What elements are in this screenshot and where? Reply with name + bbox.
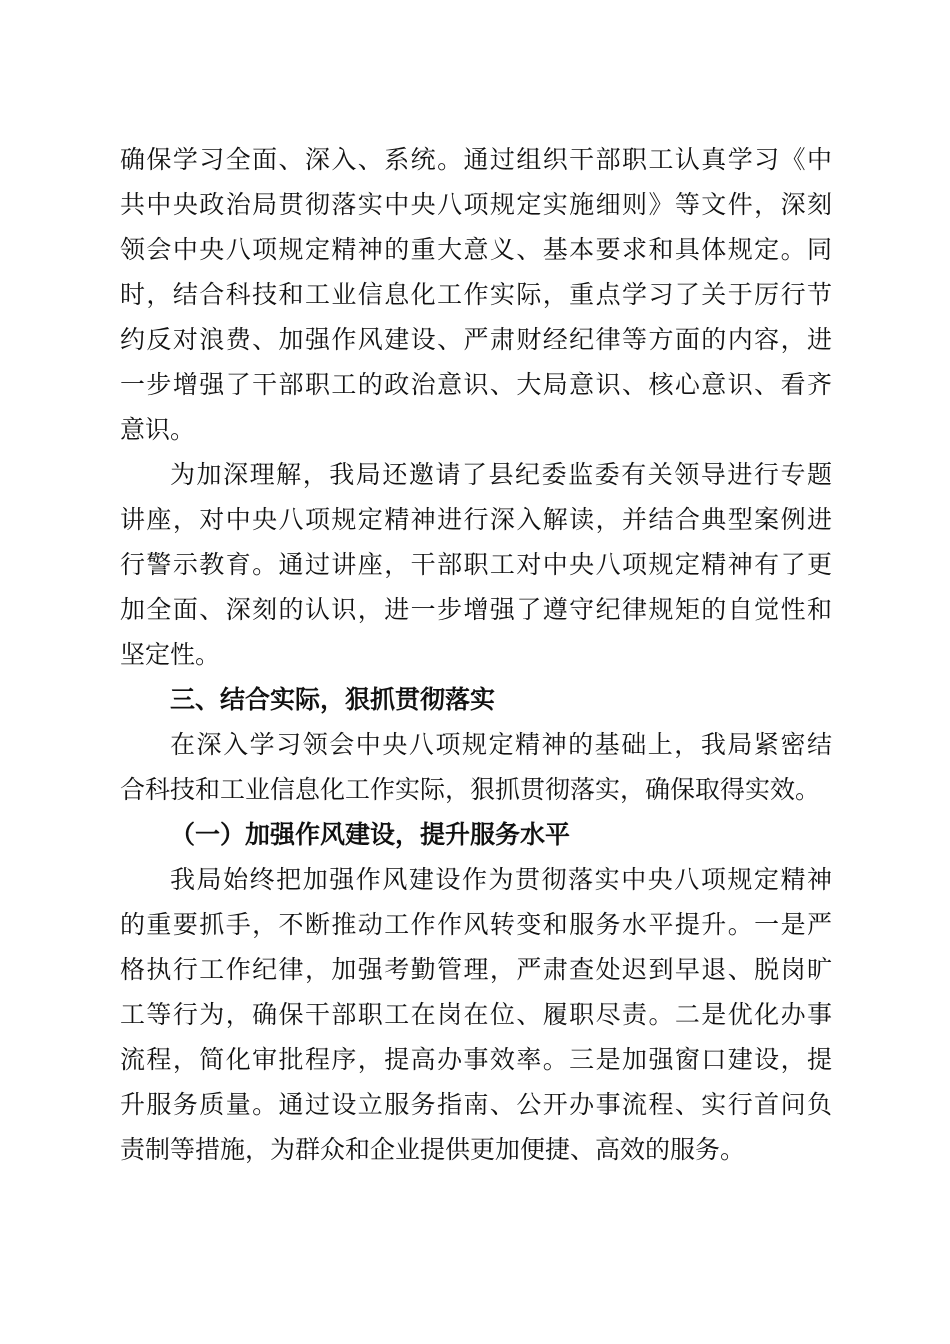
text-line: 的重要抓手，不断推动工作作风转变和服务水平提升。一是严: [120, 910, 832, 939]
subsection-heading: （一）加强作风建设，提升服务水平: [170, 820, 571, 849]
text-line: 约反对浪费、加强作风建设、严肃财经纪律等方面的内容，进: [120, 325, 832, 354]
text-line: 在深入学习领会中央八项规定精神的基础上，我局紧密结: [170, 730, 832, 759]
text-line: 讲座，对中央八项规定精神进行深入解读，并结合典型案例进: [120, 505, 832, 534]
section-heading: 三、结合实际，狠抓贯彻落实: [170, 685, 496, 714]
text-line: 加全面、深刻的认识，进一步增强了遵守纪律规矩的自觉性和: [120, 595, 832, 624]
text-line: 一步增强了干部职工的政治意识、大局意识、核心意识、看齐: [120, 370, 832, 399]
text-line: 工等行为，确保干部职工在岗在位、履职尽责。二是优化办事: [120, 1000, 832, 1029]
text-line: 合科技和工业信息化工作实际，狠抓贯彻落实，确保取得实效。: [120, 775, 821, 804]
text-line: 时，结合科技和工业信息化工作实际，重点学习了关于厉行节: [120, 280, 832, 309]
text-line: 流程，简化审批程序，提高办事效率。三是加强窗口建设，提: [120, 1045, 832, 1074]
text-line: 共中央政治局贯彻落实中央八项规定实施细则》等文件，深刻: [120, 190, 832, 219]
text-line: 为加深理解，我局还邀请了县纪委监委有关领导进行专题: [170, 460, 832, 489]
text-line: 行警示教育。通过讲座，干部职工对中央八项规定精神有了更: [120, 550, 832, 579]
text-line: 意识。: [120, 415, 196, 444]
text-line: 责制等措施，为群众和企业提供更加便捷、高效的服务。: [120, 1135, 746, 1164]
text-line: 领会中央八项规定精神的重大意义、基本要求和具体规定。同: [120, 235, 832, 264]
text-line: 确保学习全面、深入、系统。通过组织干部职工认真学习《中: [120, 145, 832, 174]
text-line: 坚定性。: [120, 640, 221, 669]
text-line: 格执行工作纪律，加强考勤管理，严肃查处迟到早退、脱岗旷: [120, 955, 832, 984]
text-line: 我局始终把加强作风建设作为贯彻落实中央八项规定精神: [170, 865, 832, 894]
text-line: 升服务质量。通过设立服务指南、公开办事流程、实行首问负: [120, 1090, 832, 1119]
